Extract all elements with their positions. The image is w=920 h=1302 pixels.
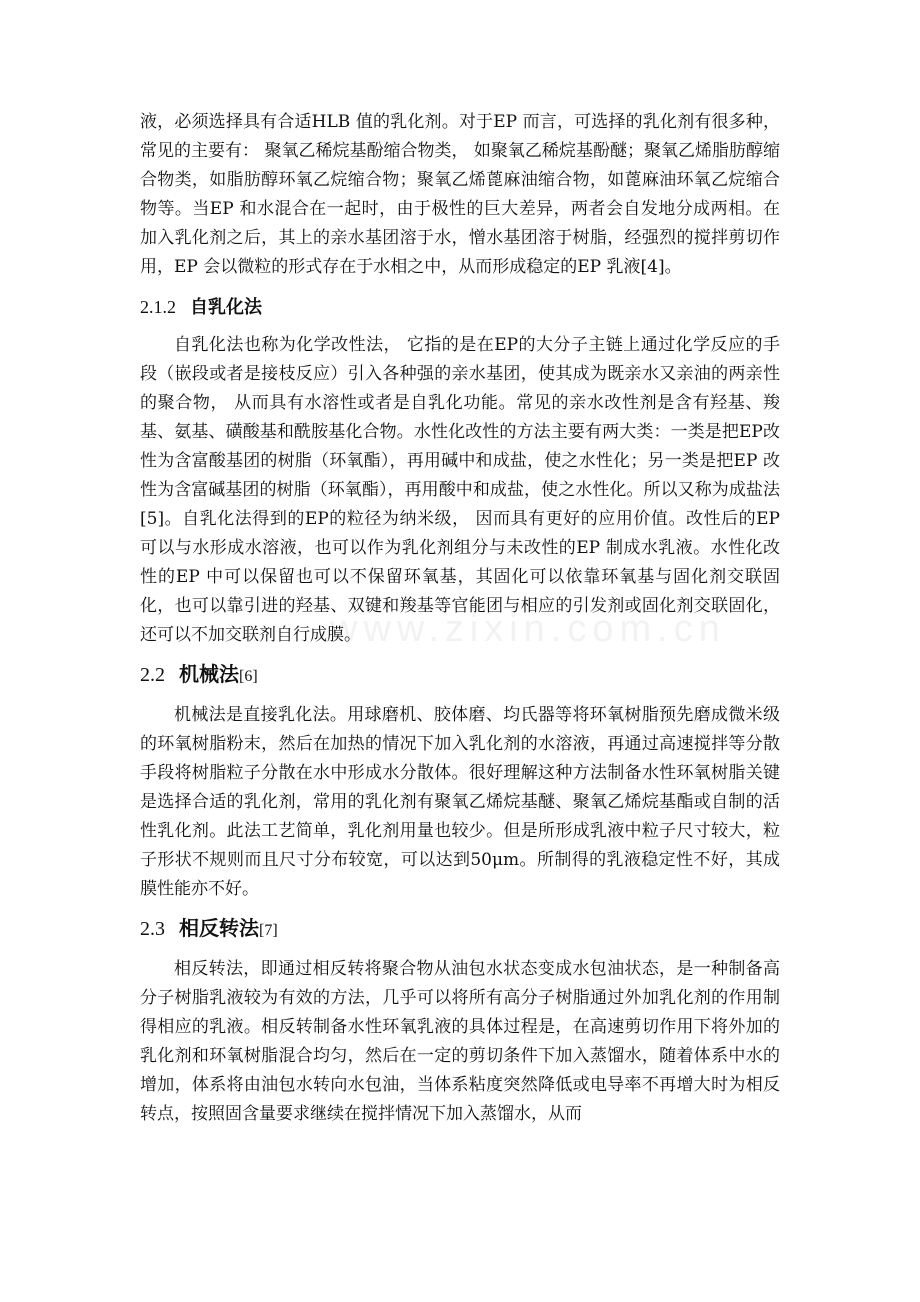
heading-number: 2.3 [140, 918, 165, 940]
paragraph-phase-inversion: 相反转法，即通过相反转将聚合物从油包水状态变成水包油状态，是一种制备高分子树脂乳液较为有效的方法，几乎可以将所有高分子树脂通过外加乳化剂的作用制得相应的乳液。相反转制备水性环氧乳液的具体过程是，在高速剪切作用下将外加的乳化剂和环氧树脂混合均匀，然后在一定的剪切条件下加入蒸馏水，随着体系中水的增加，体系将由油包水转向水包油，当体系粘度突然降低或电导率不再增大时为相反转点，按照固含量要求继续在搅拌情况下加入蒸馏水，从而 [140, 959, 780, 1124]
watermark: www.zixin.com.cn [330, 608, 726, 650]
heading-title: 相反转法 [179, 916, 259, 940]
paragraph-mechanical-method: 机械法是直接乳化法。用球磨机、胶体磨、均氏器等将环氧树脂预先磨成微米级的环氧树脂粉末，然后在加热的情况下加入乳化剂的水溶液，再通过高速搅拌等分散手段将树脂粒子分散在水中形成水分散体。很好理解这种方法制备水性环氧树脂关键是选择合适的乳化剂，常用的乳化剂有聚氧乙烯烷基醚、聚氧乙烯烷基酯或自制的活性乳化剂。此法工艺简单，乳化剂用量也较少。但是所形成乳液中粒子尺寸较大，粒子形状不规则而且尺寸分布较宽，可以达到50μm。所制得的乳液稳定性不好，其成膜性能亦不好。 [140, 705, 780, 899]
heading-reference: [6] [239, 668, 258, 685]
document-body [140, 108, 780, 1129]
heading-2-2 [140, 660, 780, 691]
heading-number: 2.1.2 [140, 297, 176, 317]
heading-2-1-2 [140, 294, 780, 321]
paragraph-emulsifier: 液，必须选择具有合适HLB 值的乳化剂。对于EP 而言，可选择的乳化剂有很多种，常见的主要有： 聚氧乙稀烷基酚缩合物类， 如聚氧乙稀烷基酚醚；聚氧乙烯脂肪醇缩合物类，如脂肪醇环氧乙烷缩合物；聚氧乙烯蓖麻油缩合物，如蓖麻油环氧乙烷缩合物等。当EP 和水混合在一起时，由于极性的巨大差异，两者会自发地分成两相。在加入乳化剂之后，其上的亲水基团溶于水，憎水基团溶于树脂，经强烈的搅拌剪切作用，EP 会以微粒的形式存在于水相之中，从而形成稳定的EP 乳液[4]。 [140, 112, 780, 277]
heading-title: 自乳化法 [190, 297, 262, 318]
heading-2-3 [140, 914, 780, 945]
heading-title: 机械法 [179, 662, 239, 686]
heading-reference: [7] [259, 922, 278, 939]
heading-number: 2.2 [140, 664, 165, 686]
paragraph-self-emulsification: 自乳化法也称为化学改性法， 它指的是在EP的大分子主链上通过化学反应的手段（嵌段或者是接枝反应）引入各种强的亲水基团，使其成为既亲水又亲油的两亲性的聚合物， 从而具有水溶性或者是自乳化功能。常见的亲水改性剂是含有羟基、羧基、氨基、磺酸基和酰胺基化合物。水性化改性的方法主要有两大类：一类是把EP改性为含富酸基团的树脂（环氧酯），再用碱中和成盐，使之水性化；另一类是把EP 改性为含富碱基团的树脂（环氧酯），再用酸中和成盐，使之水性化。所以又称为成盐法[5]。自乳化法得到的EP的粒径为纳米级， 因而具有更好的应用价值。改性后的EP 可以与水形成水溶液，也可以作为乳化剂组分与未改性的EP 制成水乳液。水性化改性的EP 中可以保留也可以不保留环氧基，其固化可以依靠环氧基与固化剂交联固化，也可以靠引进的羟基、双键和羧基等官能团与相应的引发剂或固化剂交联固化， 还可以不加交联剂自行成膜。 [140, 335, 780, 645]
